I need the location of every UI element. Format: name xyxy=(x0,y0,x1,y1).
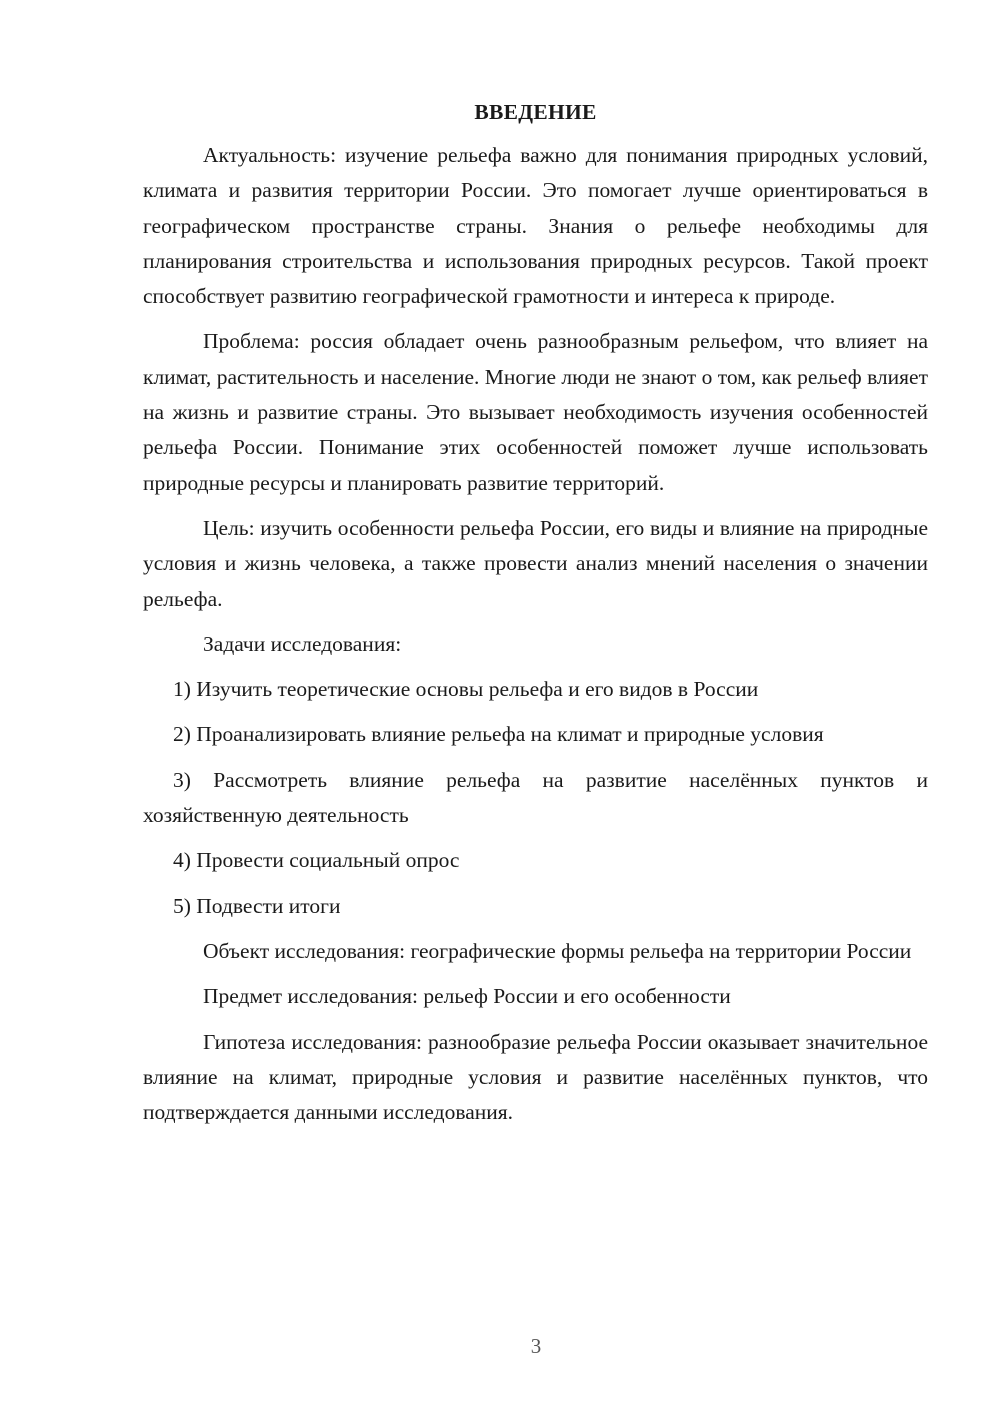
task-item-1: 1) Изучить теоретические основы рельефа и его видов в России xyxy=(173,677,759,702)
tasks-heading: Задачи исследования: xyxy=(203,631,402,656)
problem-paragraph: Проблема: россия обладает очень разнообразным рельефом, что влияет на климат, растительность и население. Многие люди не знают о том, как рельеф влияет на жизнь и развитие страны. Это вызывает необходимость изучения особенностей рельефа России. Понимание этих особенностей поможет лучше использовать природные ресурсы и планировать развитие территорий. xyxy=(143,329,928,495)
task-item-2: 2) Проанализировать влияние рельефа на климат и природные условия xyxy=(173,722,824,747)
task-item-5: 5) Подвести итоги xyxy=(173,893,341,918)
document-page xyxy=(143,96,928,1140)
section-heading: ВВЕДЕНИЕ xyxy=(474,100,597,124)
page-number: 3 xyxy=(530,1334,542,1358)
task-item-4: 4) Провести социальный опрос xyxy=(173,848,460,873)
object-paragraph: Объект исследования: географические формы рельефа на территории России xyxy=(203,938,912,963)
relevance-paragraph: Актуальность: изучение рельефа важно для понимания природных условий, климата и развития территории России. Это помогает лучше ориентироваться в географическом пространстве страны. Знания о рельефе необходимы для планирования строительства и использования природных ресурсов. Такой проект способствует развитию географической грамотности и интереса к природе. xyxy=(143,143,928,309)
hypothesis-paragraph: Гипотеза исследования: разнообразие рельефа России оказывает значительное влияние на климат, природные условия и развитие населённых пунктов, что подтверждается данными исследования. xyxy=(143,1029,928,1125)
task-item-3: 3) Рассмотреть влияние рельефа на развитие населённых пунктов и хозяйственную деятельность xyxy=(143,767,928,828)
subject-paragraph: Предмет исследования: рельеф России и его особенности xyxy=(203,984,731,1009)
goal-paragraph: Цель: изучить особенности рельефа России, его виды и влияние на природные условия и жизнь человека, а также провести анализ мнений населения о значении рельефа. xyxy=(143,515,928,611)
